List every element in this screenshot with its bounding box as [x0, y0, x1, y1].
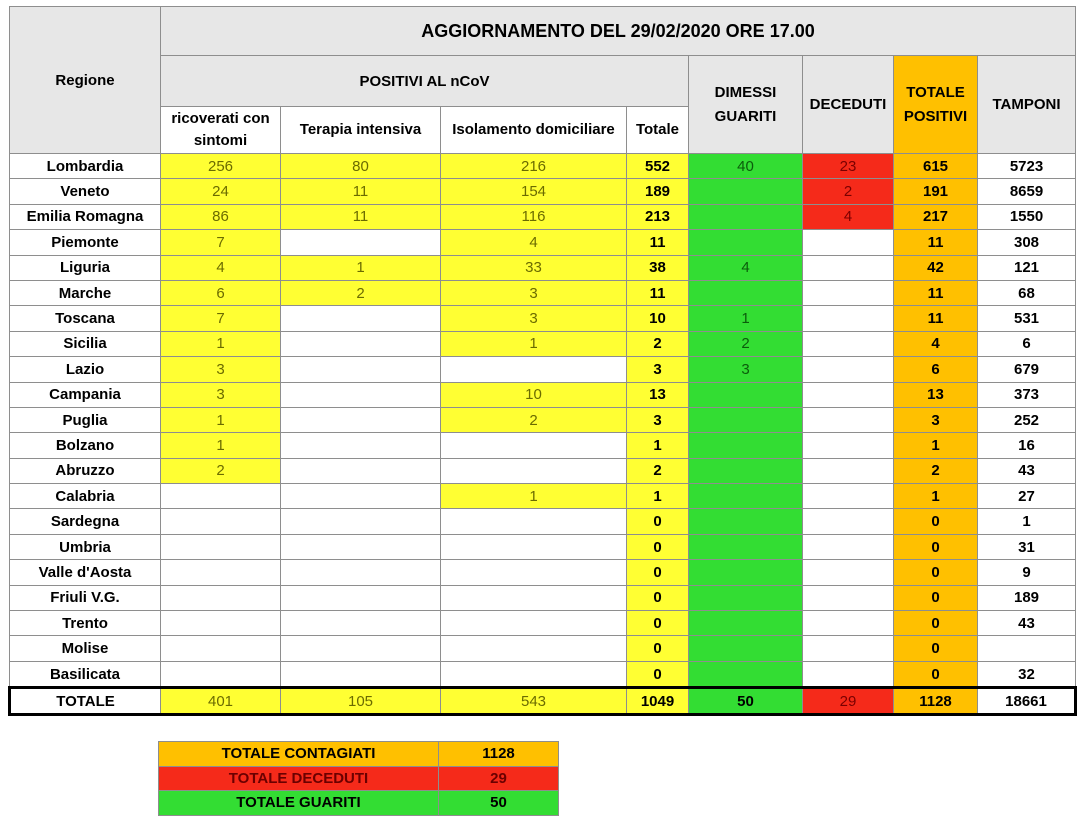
cell-totale: 0: [627, 661, 689, 687]
cell-deceduti: [803, 255, 894, 280]
cell-tamponi: 32: [978, 661, 1076, 687]
cell-totale-positivi: 217: [894, 204, 978, 229]
cell-deceduti: 23: [803, 154, 894, 179]
cell-totale: 0: [627, 611, 689, 636]
cell-ricoverati: [161, 636, 281, 661]
cell-totale: 0: [627, 509, 689, 534]
cell-dimessi: [689, 407, 803, 432]
cell-tamponi: 16: [978, 433, 1076, 458]
cell-tamponi: 31: [978, 534, 1076, 559]
cell-isolamento: [441, 636, 627, 661]
cell-ricoverati: [161, 534, 281, 559]
cell-ricoverati: 256: [161, 154, 281, 179]
cell-dimessi: [689, 458, 803, 483]
cell-regione: Toscana: [10, 306, 161, 331]
cell-totale-positivi: 0: [894, 560, 978, 585]
cell-totale-positivi: 0: [894, 534, 978, 559]
table-row: [10, 534, 1076, 559]
cell-regione: Umbria: [10, 534, 161, 559]
cell-totale: 10: [627, 306, 689, 331]
summary-value: 50: [439, 791, 559, 816]
cell-totale: 3: [627, 357, 689, 382]
cell-tamponi: 43: [978, 611, 1076, 636]
cell-ricoverati: [161, 560, 281, 585]
summary-label: TOTALE CONTAGIATI: [159, 742, 439, 767]
cell-deceduti: [803, 382, 894, 407]
cell-regione: Bolzano: [10, 433, 161, 458]
cell-dimessi: [689, 661, 803, 687]
cell-ricoverati: 1: [161, 407, 281, 432]
cell-isolamento: 216: [441, 154, 627, 179]
table-row: [10, 585, 1076, 610]
cell-dimessi: [689, 382, 803, 407]
cell-ricoverati: 3: [161, 357, 281, 382]
cell-ricoverati: [161, 661, 281, 687]
cell-regione: Friuli V.G.: [10, 585, 161, 610]
cell-terapia: [281, 661, 441, 687]
cell-tamponi: 6: [978, 331, 1076, 356]
table-row: [10, 458, 1076, 483]
table-row: [10, 611, 1076, 636]
summary-table: [158, 741, 559, 816]
cell-deceduti: [803, 458, 894, 483]
total-isolamento: 543: [441, 688, 627, 715]
cell-totale-positivi: 1: [894, 433, 978, 458]
table-row: [10, 636, 1076, 661]
cell-regione: Lazio: [10, 357, 161, 382]
cell-totale-positivi: 0: [894, 509, 978, 534]
cell-terapia: [281, 636, 441, 661]
cell-terapia: [281, 230, 441, 255]
cell-totale: 552: [627, 154, 689, 179]
cell-totale: 11: [627, 230, 689, 255]
cell-deceduti: [803, 433, 894, 458]
summary-label: TOTALE DECEDUTI: [159, 766, 439, 791]
header-regione: Regione: [10, 7, 161, 154]
cell-deceduti: [803, 407, 894, 432]
cell-dimessi: 1: [689, 306, 803, 331]
table-row: [10, 357, 1076, 382]
summary-row-guariti: [159, 791, 559, 816]
cell-terapia: 2: [281, 280, 441, 305]
cell-isolamento: [441, 560, 627, 585]
cell-terapia: 1: [281, 255, 441, 280]
cell-tamponi: 121: [978, 255, 1076, 280]
cell-totale-positivi: 11: [894, 280, 978, 305]
cell-terapia: [281, 407, 441, 432]
cell-totale-positivi: 0: [894, 611, 978, 636]
cell-dimessi: [689, 636, 803, 661]
table-row: [10, 509, 1076, 534]
cell-deceduti: [803, 357, 894, 382]
cell-deceduti: [803, 331, 894, 356]
cell-regione: Liguria: [10, 255, 161, 280]
cell-ricoverati: 1: [161, 433, 281, 458]
cell-regione: Veneto: [10, 179, 161, 204]
cell-dimessi: [689, 484, 803, 509]
cell-ricoverati: 2: [161, 458, 281, 483]
cell-totale-positivi: 4: [894, 331, 978, 356]
cell-terapia: [281, 306, 441, 331]
table-row: [10, 280, 1076, 305]
cell-dimessi: [689, 433, 803, 458]
cell-isolamento: [441, 661, 627, 687]
cell-ricoverati: 24: [161, 179, 281, 204]
table-row: [10, 306, 1076, 331]
cell-dimessi: [689, 585, 803, 610]
total-dimessi: 50: [689, 688, 803, 715]
cell-regione: Calabria: [10, 484, 161, 509]
cell-totale: 0: [627, 560, 689, 585]
cell-regione: Puglia: [10, 407, 161, 432]
cell-ricoverati: 4: [161, 255, 281, 280]
cell-tamponi: 252: [978, 407, 1076, 432]
cell-ricoverati: 1: [161, 331, 281, 356]
cell-deceduti: 4: [803, 204, 894, 229]
cell-regione: Sardegna: [10, 509, 161, 534]
total-ricoverati: 401: [161, 688, 281, 715]
cell-tamponi: 308: [978, 230, 1076, 255]
cell-deceduti: [803, 560, 894, 585]
table-row: [10, 204, 1076, 229]
cell-isolamento: 154: [441, 179, 627, 204]
cell-terapia: [281, 534, 441, 559]
cell-tamponi: 27: [978, 484, 1076, 509]
cell-terapia: [281, 509, 441, 534]
cell-ricoverati: [161, 611, 281, 636]
header-dimessi: DIMESSI GUARITI: [689, 56, 803, 154]
table-row: [10, 560, 1076, 585]
cell-deceduti: [803, 611, 894, 636]
cell-dimessi: 40: [689, 154, 803, 179]
cell-terapia: 11: [281, 204, 441, 229]
table-row: [10, 331, 1076, 356]
header-deceduti: DECEDUTI: [803, 56, 894, 154]
cell-terapia: [281, 382, 441, 407]
table-row: [10, 433, 1076, 458]
cell-tamponi: 373: [978, 382, 1076, 407]
cell-ricoverati: [161, 509, 281, 534]
cell-totale: 11: [627, 280, 689, 305]
covid-data-table: [8, 6, 1077, 716]
cell-regione: Piemonte: [10, 230, 161, 255]
cell-totale-positivi: 0: [894, 636, 978, 661]
cell-regione: Abruzzo: [10, 458, 161, 483]
cell-terapia: [281, 458, 441, 483]
table-row: [10, 255, 1076, 280]
cell-dimessi: [689, 204, 803, 229]
cell-isolamento: [441, 509, 627, 534]
cell-terapia: [281, 484, 441, 509]
cell-totale-positivi: 3: [894, 407, 978, 432]
totals-row: [10, 688, 1076, 715]
cell-tamponi: 679: [978, 357, 1076, 382]
cell-tamponi: 8659: [978, 179, 1076, 204]
cell-regione: Sicilia: [10, 331, 161, 356]
cell-deceduti: [803, 534, 894, 559]
cell-terapia: [281, 331, 441, 356]
cell-tamponi: 189: [978, 585, 1076, 610]
cell-regione: Campania: [10, 382, 161, 407]
table-row: [10, 154, 1076, 179]
cell-isolamento: 1: [441, 484, 627, 509]
header-totale: Totale: [627, 107, 689, 154]
cell-ricoverati: [161, 484, 281, 509]
cell-totale: 3: [627, 407, 689, 432]
cell-dimessi: [689, 280, 803, 305]
cell-terapia: [281, 560, 441, 585]
header-terapia: Terapia intensiva: [281, 107, 441, 154]
cell-regione: Valle d'Aosta: [10, 560, 161, 585]
cell-regione: Molise: [10, 636, 161, 661]
cell-dimessi: [689, 611, 803, 636]
cell-isolamento: 4: [441, 230, 627, 255]
cell-totale: 13: [627, 382, 689, 407]
cell-tamponi: 1: [978, 509, 1076, 534]
cell-deceduti: 2: [803, 179, 894, 204]
cell-totale-positivi: 191: [894, 179, 978, 204]
page-title: AGGIORNAMENTO DEL 29/02/2020 ORE 17.00: [161, 7, 1076, 56]
cell-ricoverati: 7: [161, 306, 281, 331]
cell-terapia: [281, 611, 441, 636]
cell-deceduti: [803, 661, 894, 687]
cell-dimessi: [689, 509, 803, 534]
cell-dimessi: [689, 230, 803, 255]
cell-isolamento: 2: [441, 407, 627, 432]
header-tamponi: TAMPONI: [978, 56, 1076, 154]
header-positivi: POSITIVI AL nCoV: [161, 56, 689, 107]
cell-deceduti: [803, 585, 894, 610]
table-row: [10, 179, 1076, 204]
cell-totale-positivi: 1: [894, 484, 978, 509]
cell-terapia: 11: [281, 179, 441, 204]
cell-totale-positivi: 42: [894, 255, 978, 280]
cell-ricoverati: [161, 585, 281, 610]
cell-totale: 2: [627, 458, 689, 483]
cell-dimessi: 4: [689, 255, 803, 280]
table-body: [10, 154, 1076, 715]
summary-row-contagiati: [159, 742, 559, 767]
table-row: [10, 382, 1076, 407]
cell-deceduti: [803, 509, 894, 534]
cell-deceduti: [803, 636, 894, 661]
header-ricoverati: ricoverati con sintomi: [161, 107, 281, 154]
cell-tamponi: 531: [978, 306, 1076, 331]
summary-value: 1128: [439, 742, 559, 767]
summary-row-deceduti: [159, 766, 559, 791]
total-tamponi: 18661: [978, 688, 1076, 715]
cell-isolamento: [441, 611, 627, 636]
cell-terapia: 80: [281, 154, 441, 179]
cell-totale: 2: [627, 331, 689, 356]
cell-totale-positivi: 11: [894, 306, 978, 331]
header-isolamento: Isolamento domiciliare: [441, 107, 627, 154]
cell-totale: 0: [627, 534, 689, 559]
cell-regione: Basilicata: [10, 661, 161, 687]
table-row: [10, 661, 1076, 687]
cell-totale-positivi: 2: [894, 458, 978, 483]
cell-isolamento: [441, 357, 627, 382]
cell-terapia: [281, 357, 441, 382]
summary-label: TOTALE GUARITI: [159, 791, 439, 816]
header-totale-positivi: TOTALE POSITIVI: [894, 56, 978, 154]
cell-isolamento: [441, 534, 627, 559]
total-totale-positivi: 1128: [894, 688, 978, 715]
cell-ricoverati: 6: [161, 280, 281, 305]
cell-totale-positivi: 13: [894, 382, 978, 407]
cell-deceduti: [803, 306, 894, 331]
cell-totale: 213: [627, 204, 689, 229]
cell-totale: 1: [627, 484, 689, 509]
cell-tamponi: 5723: [978, 154, 1076, 179]
cell-tamponi: 43: [978, 458, 1076, 483]
cell-regione: Marche: [10, 280, 161, 305]
cell-tamponi: [978, 636, 1076, 661]
cell-dimessi: 3: [689, 357, 803, 382]
cell-terapia: [281, 433, 441, 458]
cell-totale-positivi: 6: [894, 357, 978, 382]
cell-deceduti: [803, 230, 894, 255]
cell-deceduti: [803, 484, 894, 509]
cell-tamponi: 1550: [978, 204, 1076, 229]
total-totale: 1049: [627, 688, 689, 715]
cell-dimessi: 2: [689, 331, 803, 356]
cell-tamponi: 9: [978, 560, 1076, 585]
cell-totale: 0: [627, 636, 689, 661]
cell-dimessi: [689, 534, 803, 559]
table-row: [10, 230, 1076, 255]
cell-totale-positivi: 0: [894, 661, 978, 687]
cell-terapia: [281, 585, 441, 610]
cell-dimessi: [689, 560, 803, 585]
cell-isolamento: [441, 458, 627, 483]
cell-totale: 189: [627, 179, 689, 204]
cell-ricoverati: 86: [161, 204, 281, 229]
cell-ricoverati: 3: [161, 382, 281, 407]
cell-deceduti: [803, 280, 894, 305]
cell-totale-positivi: 615: [894, 154, 978, 179]
cell-isolamento: 33: [441, 255, 627, 280]
cell-ricoverati: 7: [161, 230, 281, 255]
total-regione: TOTALE: [10, 688, 161, 715]
table-row: [10, 407, 1076, 432]
table-row: [10, 484, 1076, 509]
cell-isolamento: [441, 585, 627, 610]
cell-totale: 38: [627, 255, 689, 280]
cell-isolamento: 3: [441, 306, 627, 331]
cell-dimessi: [689, 179, 803, 204]
cell-totale: 0: [627, 585, 689, 610]
cell-regione: Emilia Romagna: [10, 204, 161, 229]
summary-value: 29: [439, 766, 559, 791]
cell-isolamento: 10: [441, 382, 627, 407]
cell-totale-positivi: 0: [894, 585, 978, 610]
total-deceduti: 29: [803, 688, 894, 715]
cell-isolamento: 3: [441, 280, 627, 305]
total-terapia: 105: [281, 688, 441, 715]
cell-regione: Lombardia: [10, 154, 161, 179]
cell-tamponi: 68: [978, 280, 1076, 305]
cell-isolamento: [441, 433, 627, 458]
cell-isolamento: 116: [441, 204, 627, 229]
cell-totale: 1: [627, 433, 689, 458]
cell-isolamento: 1: [441, 331, 627, 356]
cell-regione: Trento: [10, 611, 161, 636]
cell-totale-positivi: 11: [894, 230, 978, 255]
